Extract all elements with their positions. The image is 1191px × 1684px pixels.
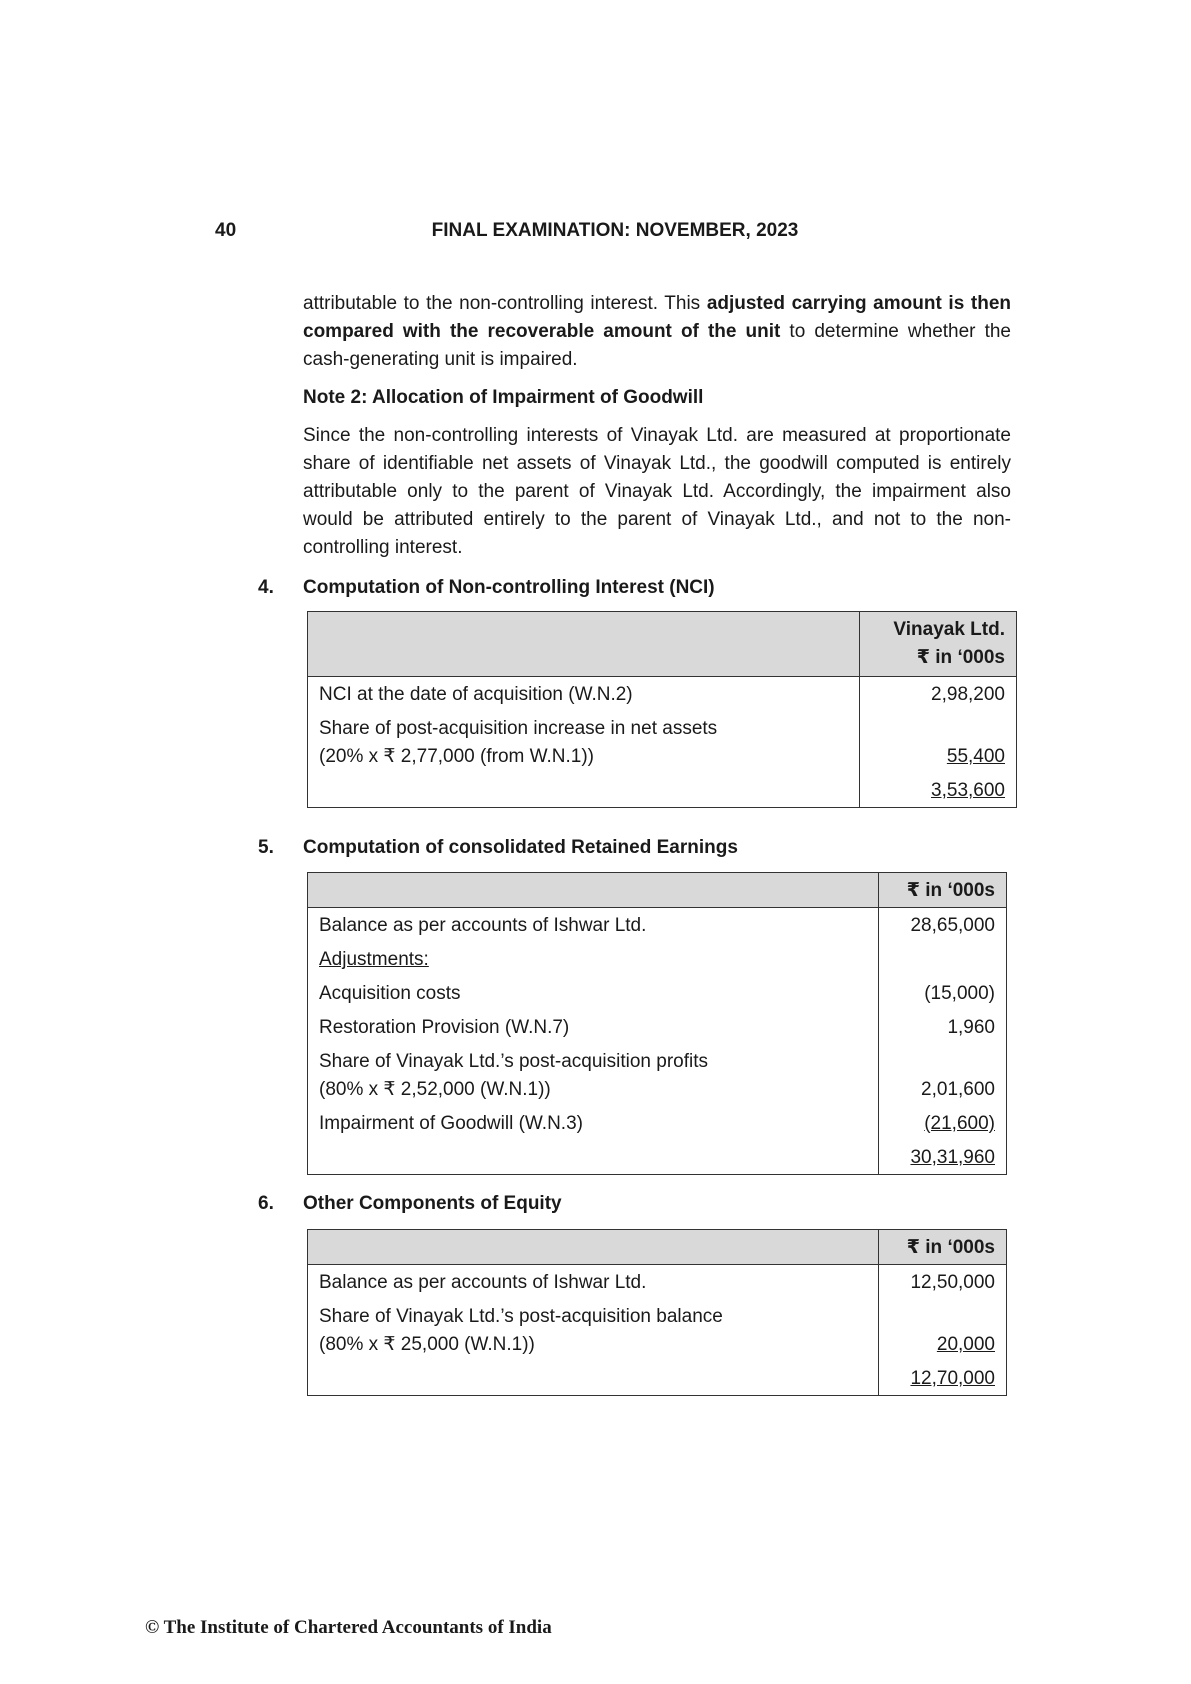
row-amount-value: (21,600) <box>924 1113 995 1134</box>
row-amount: 1,960 <box>879 1008 1007 1042</box>
row-amount <box>879 1104 1007 1138</box>
table-header-row <box>308 1230 1007 1265</box>
row-label: Restoration Provision (W.N.7) <box>308 1008 879 1042</box>
section-number: 4. <box>258 577 274 598</box>
table-header-blank <box>308 873 879 908</box>
row-amount <box>879 1297 1007 1359</box>
table-row <box>308 1265 1007 1298</box>
row-label: Balance as per accounts of Ishwar Ltd. <box>308 908 879 941</box>
row-amount-value: 55,400 <box>946 746 1005 767</box>
table-row <box>308 940 1007 974</box>
row-label-line-1: Share of Vinayak Ltd.’s post-acquisition balance <box>319 1306 723 1327</box>
intro-text-2: to determine whether the cash-generating unit is impaired. <box>303 321 1011 370</box>
row-label: Balance as per accounts of Ishwar Ltd. <box>308 1265 879 1298</box>
row-label-line-1: Share of post-acquisition increase in net assets <box>319 718 718 739</box>
section-title: Computation of Non-controlling Interest (NCI) <box>303 577 715 598</box>
section-5-heading <box>258 837 738 859</box>
total-value: 30,31,960 <box>910 1147 995 1168</box>
row-amount: 2,98,200 <box>860 677 1017 710</box>
copyright-footer: © The Institute of Chartered Accountants of India <box>145 1617 552 1638</box>
row-label: Acquisition costs <box>308 974 879 1008</box>
table-row <box>308 1297 1007 1359</box>
table-row <box>308 974 1007 1008</box>
row-amount: 12,50,000 <box>879 1265 1007 1298</box>
total-value: 3,53,600 <box>931 780 1005 801</box>
table-total-row <box>308 1359 1007 1396</box>
adjustments-label: Adjustments: <box>319 949 429 970</box>
row-label: Impairment of Goodwill (W.N.3) <box>308 1104 879 1138</box>
table-row <box>308 908 1007 941</box>
row-amount: (15,000) <box>879 974 1007 1008</box>
other-equity-table <box>307 1229 1007 1396</box>
total-value: 12,70,000 <box>910 1368 995 1389</box>
row-amount-value: 20,000 <box>936 1334 995 1355</box>
table-header-row <box>308 873 1007 908</box>
intro-text-1: attributable to the non-controlling interest. This <box>303 293 707 314</box>
section-4-heading <box>258 577 715 599</box>
table-header-blank <box>308 612 860 677</box>
row-amount: 2,01,600 <box>879 1042 1007 1104</box>
table-header-blank <box>308 1230 879 1265</box>
retained-earnings-table <box>307 872 1007 1175</box>
row-amount <box>879 940 1007 974</box>
row-amount: 28,65,000 <box>879 908 1007 941</box>
row-label-line-2: (80% x ₹ 2,52,000 (W.N.1)) <box>319 1079 551 1100</box>
row-label <box>308 709 860 771</box>
row-label: NCI at the date of acquisition (W.N.2) <box>308 677 860 710</box>
total-label <box>308 1138 879 1175</box>
total-amount <box>860 771 1017 808</box>
row-amount <box>860 709 1017 771</box>
row-label-line-2: (80% x ₹ 25,000 (W.N.1)) <box>319 1334 535 1355</box>
row-label <box>308 940 879 974</box>
total-amount <box>879 1138 1007 1175</box>
total-label <box>308 1359 879 1396</box>
running-header: FINAL EXAMINATION: NOVEMBER, 2023 <box>431 220 799 241</box>
table-row <box>308 1042 1007 1104</box>
nci-table <box>307 611 1017 808</box>
table-header-amount <box>860 612 1017 677</box>
section-number: 5. <box>258 837 274 858</box>
section-title: Other Components of Equity <box>303 1193 562 1214</box>
table-row <box>308 1104 1007 1138</box>
row-label <box>308 1297 879 1359</box>
section-number: 6. <box>258 1193 274 1214</box>
table-row <box>308 1008 1007 1042</box>
total-amount <box>879 1359 1007 1396</box>
section-6-heading <box>258 1193 562 1215</box>
text-block <box>303 290 1011 562</box>
table-total-row <box>308 1138 1007 1175</box>
intro-bold-text: adjusted carrying amount is then compared with the recoverable amount of the unit <box>303 293 1011 342</box>
note2-paragraph: Since the non-controlling interests of Vinayak Ltd. are measured at proportionate share of identifiable net assets of Vinayak Ltd., the goodwill computed is entirely attributable only to the parent of Vinayak Ltd. Accordingly, the impairment also would be attributed entirely to the parent of Vinayak Ltd., and not to the non-controlling interest. <box>303 425 1011 558</box>
row-label-line-2: (20% x ₹ 2,77,000 (from W.N.1)) <box>319 746 595 767</box>
row-label-line-1: Share of Vinayak Ltd.’s post-acquisition profits <box>319 1051 709 1072</box>
table-row <box>308 709 1017 771</box>
header-unit: ₹ in ‘000s <box>916 647 1005 668</box>
row-label <box>308 1042 879 1104</box>
page-number: 40 <box>215 220 237 241</box>
table-header-row <box>308 612 1017 677</box>
table-header-amount: ₹ in ‘000s <box>879 873 1007 908</box>
intro-paragraph <box>303 290 1011 374</box>
section-title: Computation of consolidated Retained Earnings <box>303 837 738 858</box>
header-company: Vinayak Ltd. <box>893 619 1005 640</box>
table-header-amount: ₹ in ‘000s <box>879 1230 1007 1265</box>
note2-heading: Note 2: Allocation of Impairment of Goodwill <box>303 387 704 408</box>
table-total-row <box>308 771 1017 808</box>
table-row <box>308 677 1017 710</box>
total-label <box>308 771 860 808</box>
